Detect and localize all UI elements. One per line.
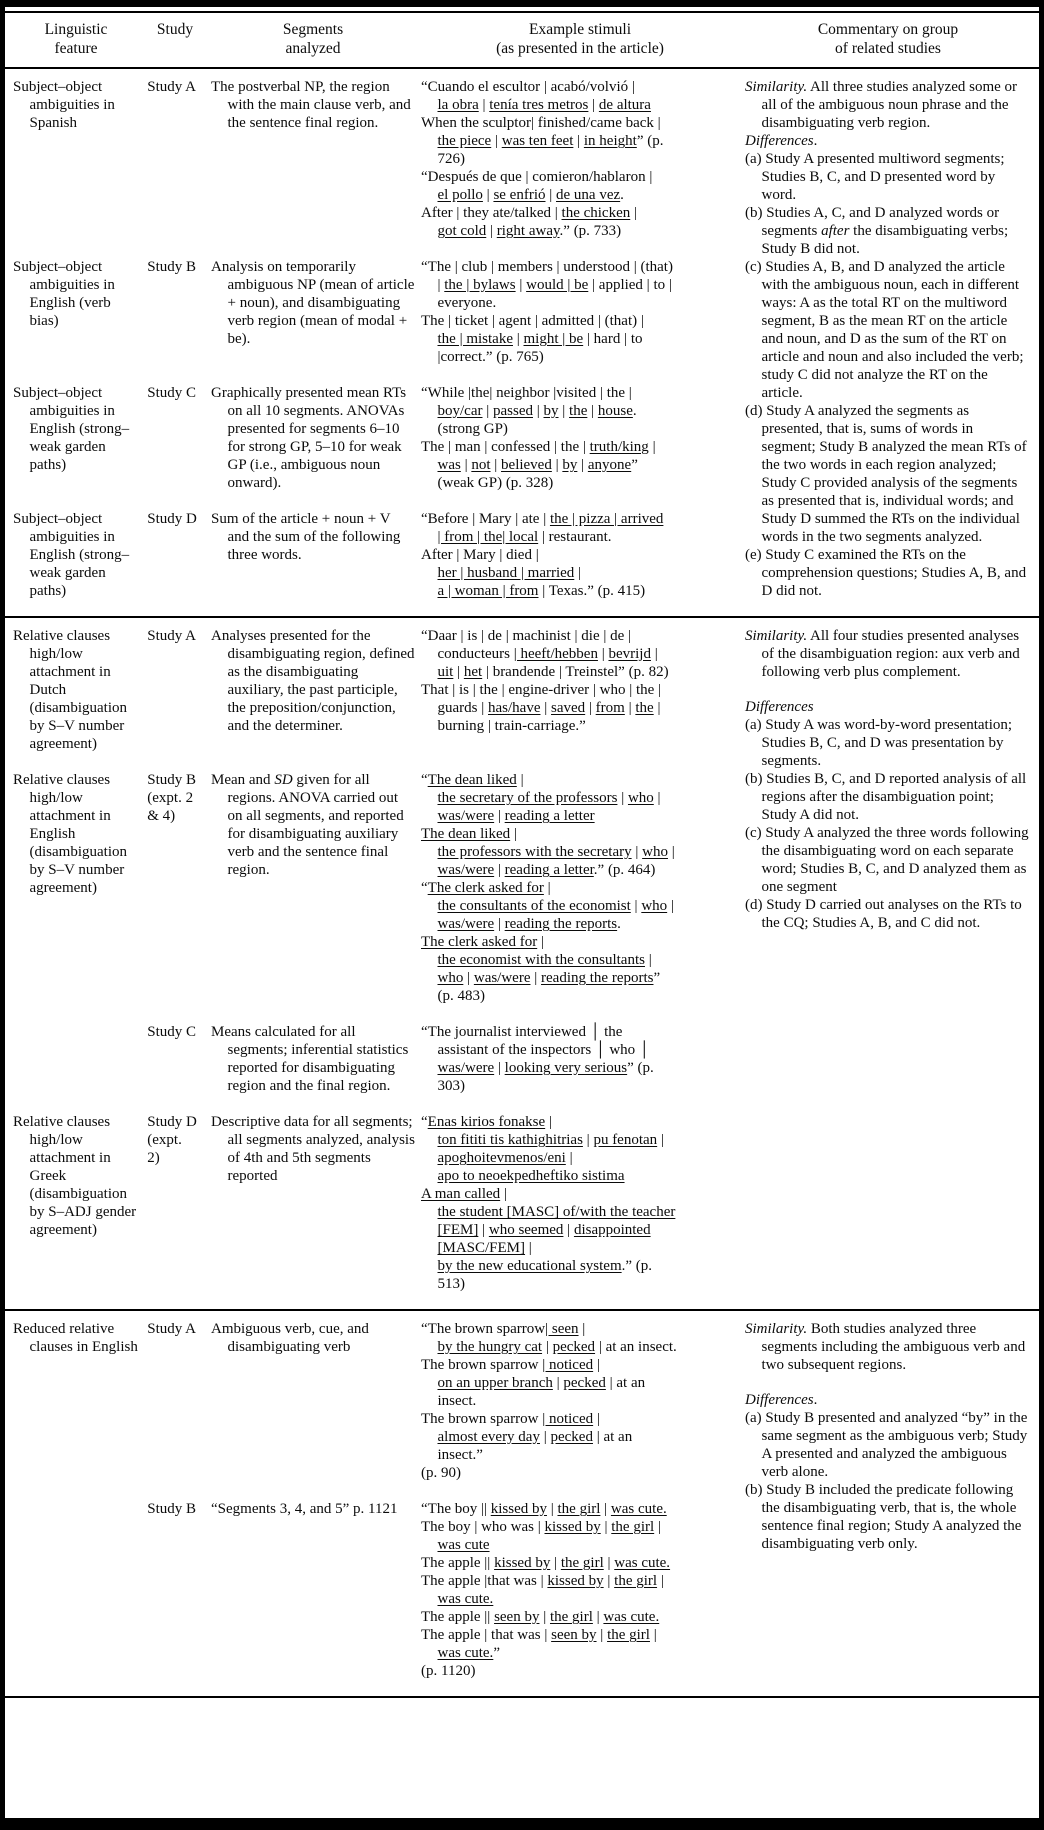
- stimuli-cell: “The journalist interviewed │ the assistant of the inspectors │ who │ was/were | looking very serious” (p. 303): [421, 1024, 654, 1095]
- stimuli-cell: “The | club | members | understood | (that) | the | bylaws | would | be | applied | to | everyone. The | ticket | agent | admitted | (that) | the | mistake | might | be | hard | to |correct.” (p. 765): [421, 259, 673, 366]
- segments-cell: Mean and SD given for all regions. ANOVA carried out on all segments, and reported for disambiguating auxiliary verb and the sentence final region.: [211, 772, 404, 879]
- segments-cell: Analysis on temporarily ambiguous NP (mean of article + noun), and disambiguating verb region (mean of modal + be).: [211, 259, 415, 348]
- commentary-cell: Similarity. Both studies analyzed three segments including the ambiguous verb and two subsequent regions. Differences. (a) Study B presented and analyzed “by” in the same segment as the ambiguous verb; Study A presented and analyzed the ambiguous verb alone. (b) Study B included the predicate following the disambiguating verb, that is, the whole sentence final region; Study A analyzed the disambiguating verb only.: [745, 1321, 1028, 1553]
- study-cell: Study D (expt. 2): [147, 1114, 197, 1167]
- row-group-reduced-relative-clauses: [5, 1311, 1039, 1696]
- study-cell: Study B: [147, 1501, 197, 1518]
- segments-cell: Ambiguous verb, cue, and disambiguating verb: [211, 1321, 369, 1356]
- row-group-relative-clauses: [5, 618, 1039, 1309]
- feature-cell: Relative clauses high/low attachment in Dutch (disambiguation by S–V number agreement): [13, 628, 127, 753]
- stimuli-cell: “Before | Mary | ate | the | pizza | arrived | from | the| local | restaurant. After | Mary | died | her | husband | married | a | woman | from | Texas.” (p. 415): [421, 511, 664, 600]
- segments-cell: Analyses presented for the disambiguating region, defined as the disambiguating auxiliary, the past participle, the preposition/conjunction, and the determiner.: [211, 628, 415, 735]
- bottom-rule: [5, 1696, 1039, 1698]
- table-header-row: [5, 13, 1039, 67]
- feature-cell: [13, 1023, 139, 1095]
- stimuli-cell: “Daar | is | de | machinist | die | de | conducteurs | heeft/hebben | bevrijd | uit | het | brandende | Treinstel” (p. 82) That | is | the | engine-driver | who | the | guards | has/have | saved | from | the | burning | train-carriage.”: [421, 628, 669, 735]
- segments-cell: “Segments 3, 4, and 5” p. 1121: [211, 1501, 398, 1518]
- feature-cell: Subject–object ambiguities in English (verb bias): [13, 259, 115, 330]
- feature-cell: Subject–object ambiguities in English (strong–weak garden paths): [13, 385, 130, 474]
- segments-cell: Sum of the article + noun + V and the sum of the following three words.: [211, 511, 401, 564]
- feature-cell: Relative clauses high/low attachment in English (disambiguation by S–V number agreement): [13, 772, 127, 897]
- study-cell: Study C: [147, 385, 197, 402]
- study-cell: Study A: [147, 628, 197, 645]
- row-group-subject-object-ambiguities: [5, 69, 1039, 616]
- stimuli-cell: “While |the| neighbor |visited | the | boy/car | passed | by | the | house. (strong GP) The | man | confessed | the | truth/king | was | not | believed | by | anyone” (weak GP) (p. 328): [421, 385, 656, 492]
- stimuli-cell: “Enas kirios fonakse | ton fititi tis kathighitrias | pu fenotan | apoghoitevmenos/eni | apo to neoekpedheftiko sistima A man called | the student [MASC] of/with the teacher [FEM] | who seemed | disappointed [MASC/FEM] | by the new educational system.” (p. 513): [421, 1114, 676, 1293]
- commentary-cell: Similarity. All four studies presented analyses of the disambiguation region: aux verb and following verb plus complement. Differences (a) Study A was word-by-word presentation; Studies B, C, and D was presentation by segments. (b) Studies B, C, and D reported analysis of all regions after the disambiguation point; Study A did not. (c) Study A analyzed the three words following the disambiguating word on each separate word; Studies B, C, and D analyzed them as one segment (d) Study D carried out analyses on the RTs to the CQ; Studies A, B, and C did not.: [745, 628, 1029, 932]
- segments-cell: Graphically presented mean RTs on all 10 segments. ANOVAs presented for segments 6–10 for strong GP, 5–10 for weak GP (i.e., ambiguous noun onward).: [211, 385, 407, 492]
- column-header-commentary: Commentary on group of related studies: [817, 21, 959, 57]
- stimuli-cell: “The boy || kissed by | the girl | was cute. The boy | who was | kissed by | the girl | was cute The apple || kissed by | the girl | was cute. The apple |that was | kissed by | the girl | was cute. The apple || seen by | the girl | was cute. The apple | that was | seen by | the girl | was cute.” (p. 1120): [421, 1501, 671, 1680]
- feature-cell: Subject–object ambiguities in Spanish: [13, 79, 115, 132]
- column-header-linguistic-feature: Linguistic feature: [44, 21, 108, 57]
- feature-cell: Reduced relative clauses in English: [13, 1321, 138, 1356]
- segments-cell: The postverbal NP, the region with the main clause verb, and the sentence final region.: [211, 79, 411, 132]
- study-cell: Study A: [147, 79, 197, 96]
- segments-cell: Descriptive data for all segments; all segments analyzed, analysis of 4th and 5th segments reported: [211, 1114, 415, 1185]
- study-cell: Study B (expt. 2 & 4): [147, 772, 197, 825]
- study-cell: Study D: [147, 511, 197, 528]
- column-header-segments-analyzed: Segments analyzed: [282, 21, 344, 57]
- study-cell: Study B: [147, 259, 197, 276]
- column-header-study: Study: [156, 21, 194, 38]
- stimuli-cell: “The dean liked | the secretary of the professors | who | was/were | reading a letter The dean liked | the professors with the secretary | who | was/were | reading a letter.” (p. 464) “The clerk asked for | the consultants of the economist | who | was/were | reading the reports. The clerk asked for | the economist with the consultants | who | was/were | reading the reports” (p. 483): [421, 772, 675, 1005]
- feature-cell: [13, 1500, 139, 1680]
- feature-cell: Relative clauses high/low attachment in Greek (disambiguation by S–ADJ gender agreement): [13, 1114, 137, 1239]
- study-cell: Study A: [147, 1321, 197, 1338]
- stimuli-cell: “The brown sparrow| seen | by the hungry cat | pecked | at an insect. The brown sparrow | noticed | on an upper branch | pecked | at an insect. The brown sparrow | noticed | almost every day | pecked | at an insect.” (p. 90): [421, 1321, 677, 1482]
- study-cell: Study C: [147, 1024, 197, 1041]
- commentary-cell: Similarity. All three studies analyzed some or all of the ambiguous noun phrase and the disambiguating verb region. Differences. (a) Study A presented multiword segments; Studies B, C, and D presented word by word. (b) Studies A, C, and D analyzed words or segments after the disambiguating verbs; Study B did not. (c) Studies A, B, and D analyzed the article with the ambiguous noun, each in different ways: A as the total RT on the multiword segment, B as the mean RT on the article and noun, and D as the sum of the RT on article and noun and also included the verb; study C did not analyze the RT on the article. (d) Study A analyzed the segments as presented, that is, sums of words in segment; Study B analyzed the mean RTs of the two words in each region analyzed; Study C provided analysis of the segments as presented that is, individual words; and Study D summed the RTs on the individual words in the two segments analyzed. (e) Study C examined the RTs on the comprehension questions; Studies A, B, and D did not.: [745, 79, 1027, 600]
- stimuli-cell: “Cuando el escultor | acabó/volvió | la obra | tenía tres metros | de altura When the sculptor| finished/came back | the piece | was ten feet | in height” (p. 726) “Después de que | comieron/hablaron | el pollo | se enfrió | de una vez. After | they ate/talked | the chicken | got cold | right away.” (p. 733): [421, 79, 664, 240]
- feature-cell: Subject–object ambiguities in English (strong–weak garden paths): [13, 511, 130, 600]
- segments-cell: Means calculated for all segments; inferential statistics reported for disambiguating region and the final region.: [211, 1024, 409, 1095]
- column-header-example-stimuli: Example stimuli (as presented in the article): [496, 21, 664, 57]
